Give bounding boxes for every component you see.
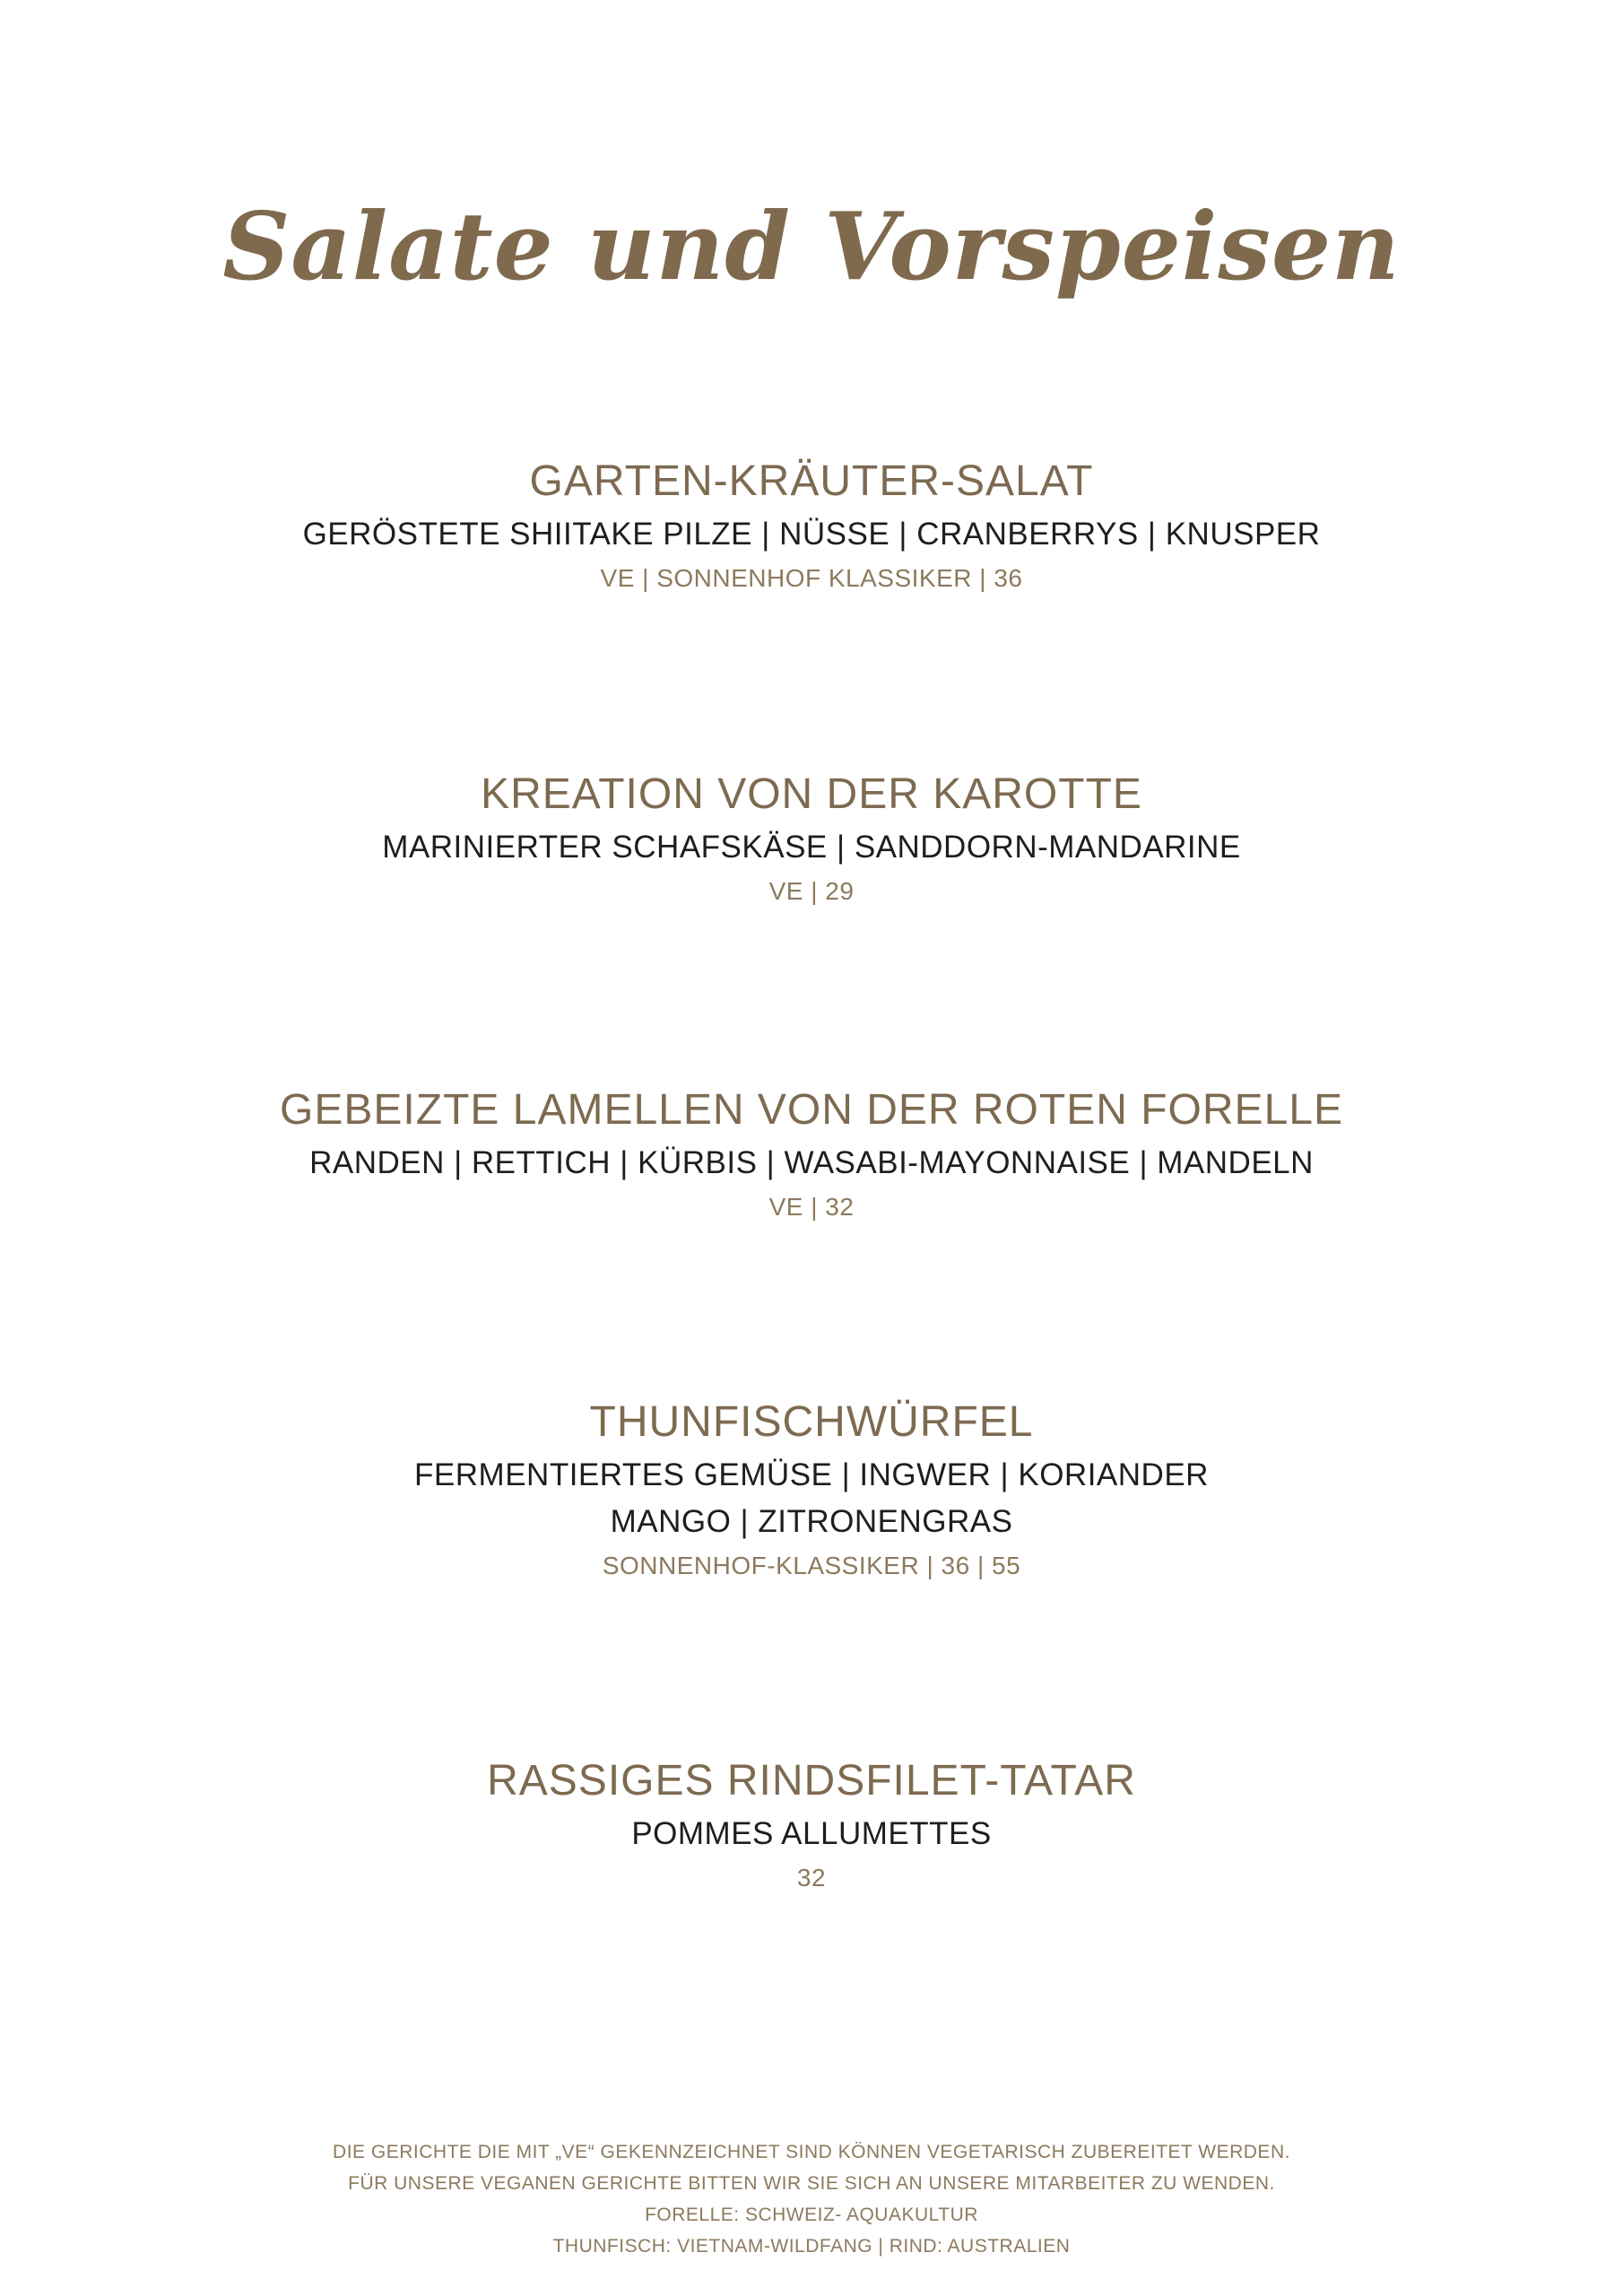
dish-description: MARINIERTER SCHAFSKÄSE | SANDDORN-MANDARINE [382, 830, 1241, 865]
dish-meta: SONNENHOF-KLASSIKER | 36 | 55 [602, 1552, 1021, 1579]
dish-meta: 32 [796, 1864, 827, 1892]
menu-item-thunfischwuerfel [0, 1393, 1623, 1587]
dish-name: THUNFISCHWÜRFEL [589, 1398, 1034, 1446]
dish-description: RANDEN | RETTICH | KÜRBIS | WASABI-MAYONNAISE | MANDELN [309, 1145, 1314, 1180]
footnote-vegan: FÜR UNSERE VEGANEN GERICHTE BITTEN WIR SIE SICH AN UNSERE MITARBEITER ZU WENDEN. [348, 2173, 1275, 2194]
dish-description: POMMES ALLUMETTES [631, 1816, 992, 1851]
menu-item-rindsfilet-tatar [0, 1752, 1623, 1899]
dish-name: GEBEIZTE LAMELLEN VON DER ROTEN FORELLE [280, 1086, 1343, 1134]
footnotes [0, 2136, 1623, 2262]
menu-item-garten-kraeuter-salat [0, 452, 1623, 599]
dish-name: GARTEN-KRÄUTER-SALAT [529, 457, 1094, 505]
dish-description: MANGO | ZITRONENGRAS [610, 1504, 1013, 1539]
footnote-vegetarian: DIE GERICHTE DIE MIT „VE“ GEKENNZEICHNET SIND KÖNNEN VEGETARISCH ZUBEREITET WERDEN. [333, 2142, 1290, 2162]
dish-meta: VE | 29 [768, 877, 855, 905]
menu-item-kreation-karotte [0, 765, 1623, 912]
dish-name: RASSIGES RINDSFILET-TATAR [487, 1757, 1136, 1805]
dish-description: GERÖSTETE SHIITAKE PILZE | NÜSSE | CRANBERRYS | KNUSPER [302, 517, 1321, 552]
dish-description: FERMENTIERTES GEMÜSE | INGWER | KORIANDER [414, 1457, 1209, 1492]
dish-meta: VE | 32 [768, 1193, 855, 1221]
page-title: Salate und Vorspeisen [222, 191, 1401, 301]
dish-meta: VE | SONNENHOF KLASSIKER | 36 [600, 564, 1023, 592]
footnote-origin-forelle: FORELLE: SCHWEIZ- AQUAKULTUR [645, 2205, 978, 2225]
menu-item-forelle [0, 1081, 1623, 1228]
dish-name: KREATION VON DER KAROTTE [481, 770, 1142, 818]
footnote-origin-thunfisch-rind: THUNFISCH: VIETNAM-WILDFANG | RIND: AUSTRALIEN [552, 2236, 1071, 2257]
